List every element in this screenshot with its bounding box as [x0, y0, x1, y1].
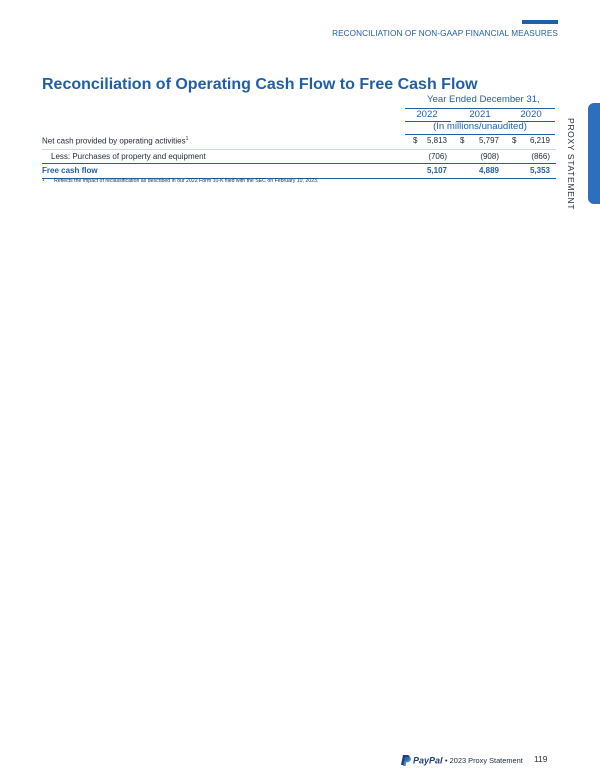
- footnote-mark: 1: [42, 177, 45, 182]
- section-header: RECONCILIATION OF NON-GAAP FINANCIAL MEASURES: [332, 29, 558, 38]
- footnote-ref: 1: [185, 136, 189, 142]
- row-label: Net cash provided by operating activities$^1$: [42, 136, 189, 146]
- side-tab[interactable]: [588, 103, 600, 204]
- currency-sign: $: [460, 136, 465, 145]
- year-2020: 2020: [520, 109, 542, 120]
- value-2022: 5,813: [426, 136, 447, 145]
- value-2020: (866): [531, 152, 550, 161]
- year-2022: 2022: [416, 109, 438, 120]
- paypal-logo: [400, 753, 446, 767]
- table-row: [42, 134, 556, 148]
- page-title: Reconciliation of Operating Cash Flow to Free Cash Flow: [42, 76, 478, 93]
- year-2021: 2021: [469, 109, 491, 120]
- footer-text: • 2023 Proxy Statement: [445, 756, 523, 765]
- value-2020: 6,219: [529, 136, 550, 145]
- paypal-logo-text: PayPal: [413, 755, 443, 766]
- currency-sign: $: [413, 136, 418, 145]
- row-label: Less: Purchases of property and equipment: [51, 152, 206, 161]
- header-accent-bar: [522, 20, 558, 24]
- row-label: Free cash flow: [42, 166, 98, 175]
- footnote-text: Reflects the impact of reclassification as described in our 2022 Form 10-K filed with the SEC on February 10, 2023.: [54, 178, 319, 184]
- page-number: 119: [534, 754, 548, 764]
- value-2021: (908): [480, 152, 499, 161]
- currency-sign: $: [512, 136, 517, 145]
- period-header: Year Ended December 31,: [427, 94, 540, 105]
- value-2021: 5,797: [478, 136, 499, 145]
- value-2021: 4,889: [478, 166, 499, 175]
- side-tab-label: PROXY STATEMENT: [566, 118, 576, 211]
- value-2020: 5,353: [529, 166, 550, 175]
- units-note: (In millions/unaudited): [433, 121, 527, 132]
- value-2022: 5,107: [426, 166, 447, 175]
- table-row: [42, 150, 556, 164]
- table-row-total: [42, 164, 556, 178]
- value-2022: (706): [428, 152, 447, 161]
- side-tab-label-wrap: [564, 118, 576, 211]
